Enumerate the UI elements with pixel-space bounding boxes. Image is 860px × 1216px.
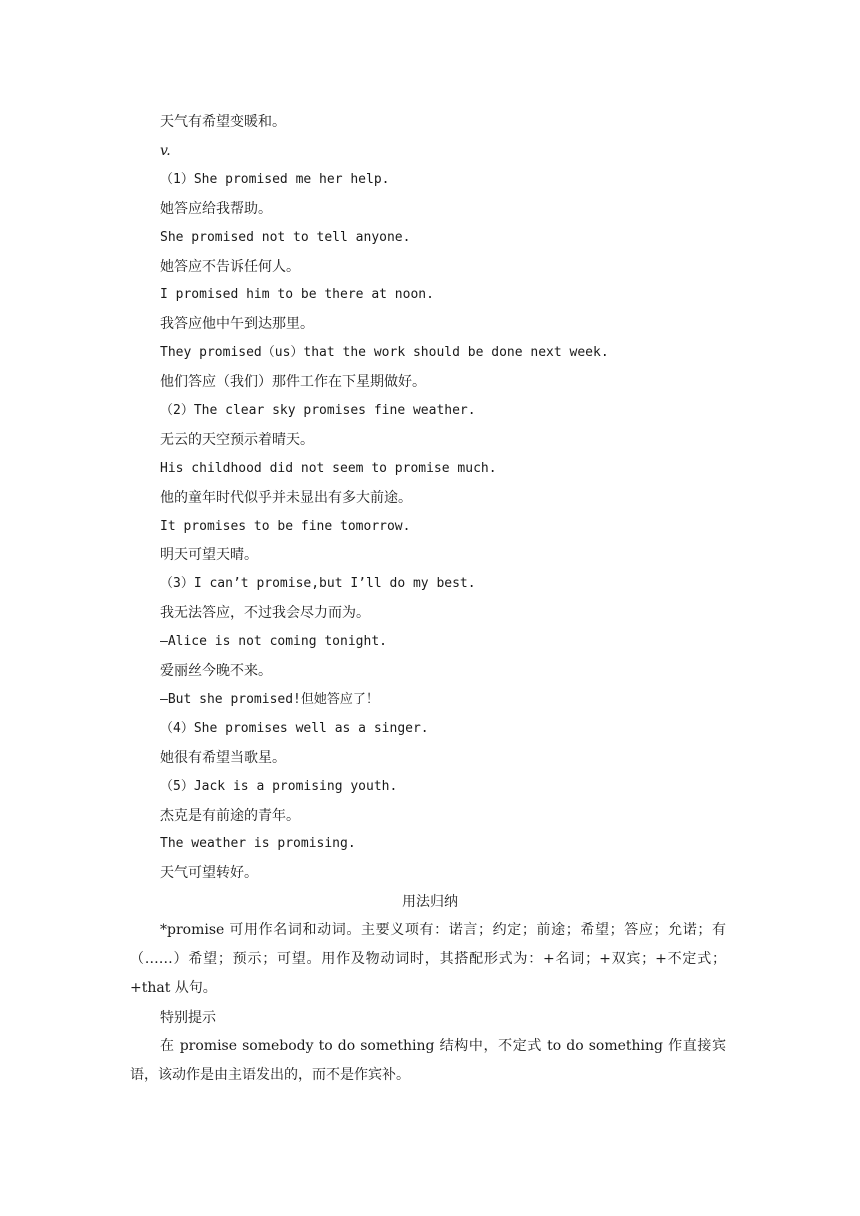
text-line: （4）She promises well as a singer. bbox=[160, 721, 429, 736]
text-line: It promises to be fine tomorrow. bbox=[160, 519, 411, 534]
text-line: The weather is promising. bbox=[160, 836, 356, 851]
text-line: （5）Jack is a promising youth. bbox=[160, 779, 398, 794]
text-line: v. bbox=[160, 143, 171, 159]
text-line: 她答应不告诉任何人。 bbox=[160, 259, 300, 275]
tip-heading: 特别提示 bbox=[160, 1010, 216, 1026]
text-line: （2）The clear sky promises fine weather. bbox=[160, 403, 476, 418]
summary-paragraph: *promise 可用作名词和动词。主要义项有：诺言；约定；前途；希望；答应；允诺；有（……）希望；预示；可望。用作及物动词时，其搭配形式为：+名词；+双宾；+不定式；+that 从句。 bbox=[130, 922, 726, 996]
text-line: 他的童年时代似乎并未显出有多大前途。 bbox=[160, 490, 412, 506]
text-line: 天气可望转好。 bbox=[160, 865, 258, 881]
tip-paragraph: 在 promise somebody to do something 结构中，不定式 to do something 作直接宾语，该动作是由主语发出的，而不是作宾补。 bbox=[130, 1038, 726, 1083]
section-title: 用法归纳 bbox=[402, 894, 458, 910]
text-line: 她答应给我帮助。 bbox=[160, 201, 272, 217]
text-line: I promised him to be there at noon. bbox=[160, 287, 434, 302]
text-line: 她很有希望当歌星。 bbox=[160, 750, 286, 766]
text-line: She promised not to tell anyone. bbox=[160, 230, 411, 245]
text-line: 无云的天空预示着晴天。 bbox=[160, 432, 314, 448]
text-line: His childhood did not seem to promise much. bbox=[160, 461, 497, 476]
text-line: 杰克是有前途的青年。 bbox=[160, 808, 300, 824]
text-line: They promised（us）that the work should be done next week. bbox=[160, 345, 609, 360]
text-line: 他们答应（我们）那件工作在下星期做好。 bbox=[160, 374, 426, 390]
text-line: —Alice is not coming tonight. bbox=[160, 634, 387, 649]
text-line: 明天可望天晴。 bbox=[160, 547, 258, 563]
text-line: 爱丽丝今晚不来。 bbox=[160, 663, 272, 679]
text-line: （1）She promised me her help. bbox=[160, 172, 390, 187]
text-line: —But she promised!但她答应了！ bbox=[160, 692, 379, 707]
text-line: （3）I can’t promise,but I’ll do my best. bbox=[160, 576, 476, 591]
text-line: 我答应他中午到达那里。 bbox=[160, 316, 314, 332]
text-line: 天气有希望变暖和。 bbox=[160, 114, 286, 130]
text-line: 我无法答应，不过我会尽力而为。 bbox=[160, 605, 370, 621]
